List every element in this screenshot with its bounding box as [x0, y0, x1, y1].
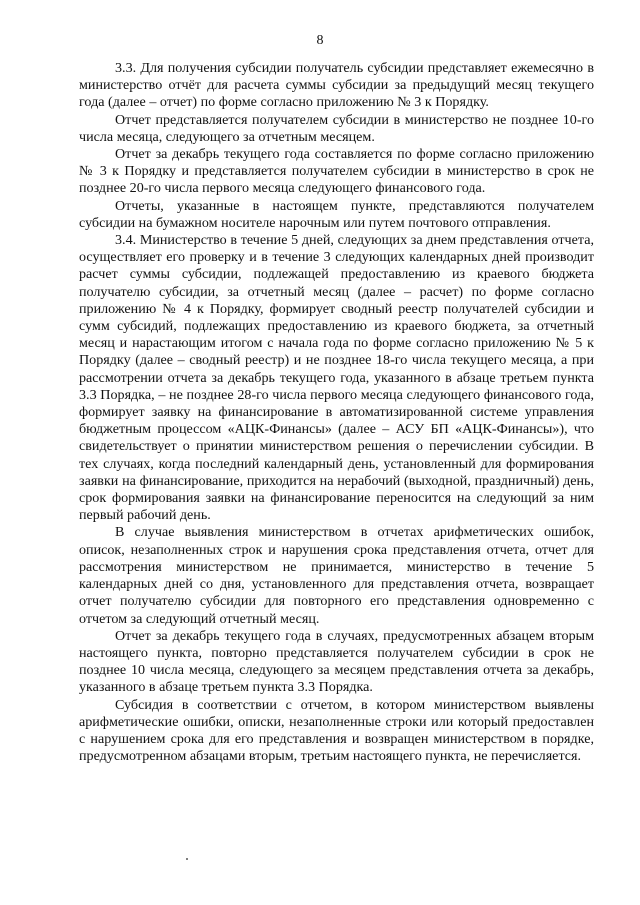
- page-number: 8: [316, 33, 324, 48]
- paragraph-3-3: 3.3. Для получения субсидии получатель субсидии представляет ежемесячно в министерство отчёт для расчета суммы субсидии за предыдущий месяц текущего года (далее – отчет) по форме согласно приложению № 3 к Порядку.: [79, 60, 594, 111]
- paragraph-3-4: 3.4. Министерство в течение 5 дней, следующих за днем представления отчета, осуществляет его проверку и в течение 3 следующих календарных дней производит расчет суммы субсидии, подлежащей предоставлению из краевого бюджета получателю субсидии, за отчетный месяц (далее – расчет) по форме согласно приложению № 4 к Порядку, формирует сводный реестр получателей субсидии и сумм субсидий, подлежащих предоставлению из краевого бюджета, за отчетный месяц и нарастающим итогом с начала года по форме согласно приложению № 5 к Порядку (далее – сводный реестр) и не позднее 18-го числа текущего месяца, а при рассмотрении отчета за декабрь текущего года, указанного в абзаце третьем пункта 3.3 Порядка, – не позднее 28-го числа первого месяца следующего финансового года, формирует заявку на финансирование в автоматизированной системе управления бюджетным процессом «АЦК-Финансы» (далее – АСУ БП «АЦК-Финансы»), что свидетельствует о принятии министерством решения о перечислении субсидии. В тех случаях, когда последний календарный день, установленный для формирования заявки на финансирование, приходится на нерабочий (выходной, праздничный) день, срок формирования заявки на финансирование переносится на следующий за ним первый рабочий день.: [79, 232, 594, 524]
- paragraph-subsidy-not-transferred: Субсидия в соответствии с отчетом, в котором министерством выявлены арифметические ошибки, описки, незаполненные строки или который предоставлен с нарушением срока для его представления и возвращен министерством в порядке, предусмотренном абзацами вторым, третьим настоящего пункта, не перечисляется.: [79, 696, 594, 765]
- document-body: [79, 60, 594, 765]
- paragraph-december-report: Отчет за декабрь текущего года составляется по форме согласно приложению № 3 к Порядку и представляется получателем субсидии в министерство в срок не позднее 20-го числа первого месяца следующего финансового года.: [79, 146, 594, 197]
- paragraph-errors-return: В случае выявления министерством в отчетах арифметических ошибок, описок, незаполненных строк и нарушения срока представления отчета, отчет для рассмотрения министерством не принимается, министерство в течение 5 календарных дней со дня, установленного для представления отчета, возвращает отчет получателю субсидии для повторного его представления одновременно с отчетом за следующий отчетный месяц.: [79, 524, 594, 627]
- paragraph-december-resubmission: Отчет за декабрь текущего года в случаях, предусмотренных абзацем вторым настоящего пункта, повторно представляется получателем субсидии в срок не позднее 10 числа месяца, следующего за месяцем представления отчета за декабрь, указанного в абзаце третьем пункта 3.3 Порядка.: [79, 627, 594, 696]
- scan-speck: [186, 858, 188, 860]
- paragraph-report-deadline: Отчет представляется получателем субсидии в министерство не позднее 10-го числа месяца, следующего за отчетным месяцем.: [79, 111, 594, 145]
- paragraph-report-delivery: Отчеты, указанные в настоящем пункте, представляются получателем субсидии на бумажном носителе нарочным или путем почтового отправления.: [79, 197, 594, 231]
